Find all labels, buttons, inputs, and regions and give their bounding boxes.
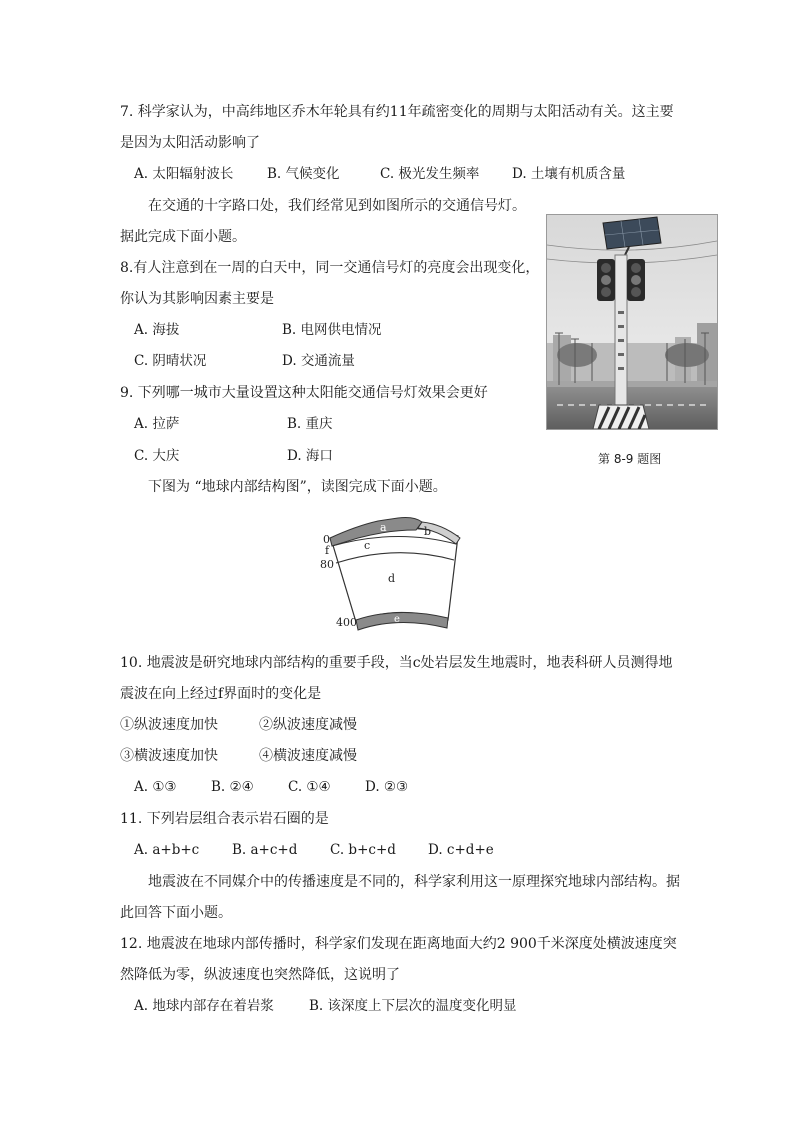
q7-option-d: D. 土壤有机质含量 [512, 166, 626, 182]
traffic-light-photo [546, 214, 718, 430]
q10-statement-3: ③横波速度加快 [120, 748, 218, 764]
earth-interior-diagram [318, 508, 468, 634]
q11-option-d: D. c+d+e [428, 842, 494, 858]
q12-stem-line1: 12. 地震波在地球内部传播时，科学家们发现在距离地面大约2 900千米深度处横波速度突 [120, 936, 677, 952]
intro-10-11: 下图为 “地球内部结构图”，读图完成下面小题。 [148, 479, 447, 495]
q10-statement-2: ②纵波速度减慢 [259, 717, 357, 733]
traffic-light-image [547, 215, 717, 429]
q10-option-d: D. ②③ [365, 779, 409, 795]
label-a: a [380, 521, 387, 534]
q10-option-c: C. ①④ [288, 779, 331, 795]
depth-label-400: 400 [336, 616, 357, 629]
q10-statement-1: ①纵波速度加快 [120, 717, 218, 733]
depth-label-0: 0 [323, 533, 330, 546]
depth-label-80: 80 [320, 558, 334, 571]
q9-option-d: D. 海口 [287, 448, 333, 464]
q8-stem-line1: 8.有人注意到在一周的白天中，同一交通信号灯的亮度会出现变化， [120, 260, 540, 276]
q10-option-b: B. ②④ [211, 779, 254, 795]
q9-option-b: B. 重庆 [287, 416, 333, 432]
q10-option-a: A. ①③ [134, 779, 177, 795]
q7-option-c: C. 极光发生频率 [380, 166, 480, 182]
q7-stem-line2: 是因为太阳活动影响了 [120, 135, 260, 151]
q12-stem-line2: 然降低为零，纵波速度也突然降低，这说明了 [120, 967, 400, 983]
q7-option-b: B. 气候变化 [267, 166, 340, 182]
q8-option-d: D. 交通流量 [282, 353, 355, 369]
q7-stem-line1: 7. 科学家认为，中高纬地区乔木年轮具有约11年疏密变化的周期与太阳活动有关。这主要 [120, 104, 674, 120]
q11-option-b: B. a+c+d [232, 842, 298, 858]
photo-caption: 第 8-9 题图 [598, 452, 662, 466]
earth-interior-figure [318, 508, 468, 638]
q11-stem: 11. 下列岩层组合表示岩石圈的是 [120, 811, 329, 827]
q11-option-c: C. b+c+d [330, 842, 396, 858]
q12-option-b: B. 该深度上下层次的温度变化明显 [309, 998, 517, 1014]
q7-option-a: A. 太阳辐射波长 [134, 166, 234, 182]
intro-8-9-line2: 据此完成下面小题。 [120, 229, 246, 245]
intro-12-line1: 地震波在不同媒介中的传播速度是不同的，科学家利用这一原理探究地球内部结构。据 [148, 874, 680, 890]
label-f: f [325, 544, 330, 557]
intro-12-line2: 此回答下面小题。 [120, 905, 232, 921]
label-e: e [394, 614, 400, 625]
label-b: b [424, 525, 432, 538]
q9-option-c: C. 大庆 [134, 448, 180, 464]
q8-option-a: A. 海拔 [134, 322, 180, 338]
q11-option-a: A. a+b+c [134, 842, 200, 858]
q8-stem-line2: 你认为其影响因素主要是 [120, 291, 274, 307]
q10-stem-line2: 震波在向上经过f界面时的变化是 [120, 686, 322, 702]
label-d: d [388, 572, 396, 585]
intro-8-9-line1: 在交通的十字路口处，我们经常见到如图所示的交通信号灯。 [148, 198, 526, 214]
q9-option-a: A. 拉萨 [134, 416, 180, 432]
q9-stem: 9. 下列哪一城市大量设置这种太阳能交通信号灯效果会更好 [120, 385, 488, 401]
label-c: c [364, 539, 371, 552]
q12-option-a: A. 地球内部存在着岩浆 [134, 998, 274, 1014]
q8-option-c: C. 阴晴状况 [134, 353, 207, 369]
q8-option-b: B. 电网供电情况 [282, 322, 382, 338]
q10-statement-4: ④横波速度减慢 [259, 748, 357, 764]
q10-stem-line1: 10. 地震波是研究地球内部结构的重要手段，当c处岩层发生地震时，地表科研人员测得地 [120, 655, 673, 671]
